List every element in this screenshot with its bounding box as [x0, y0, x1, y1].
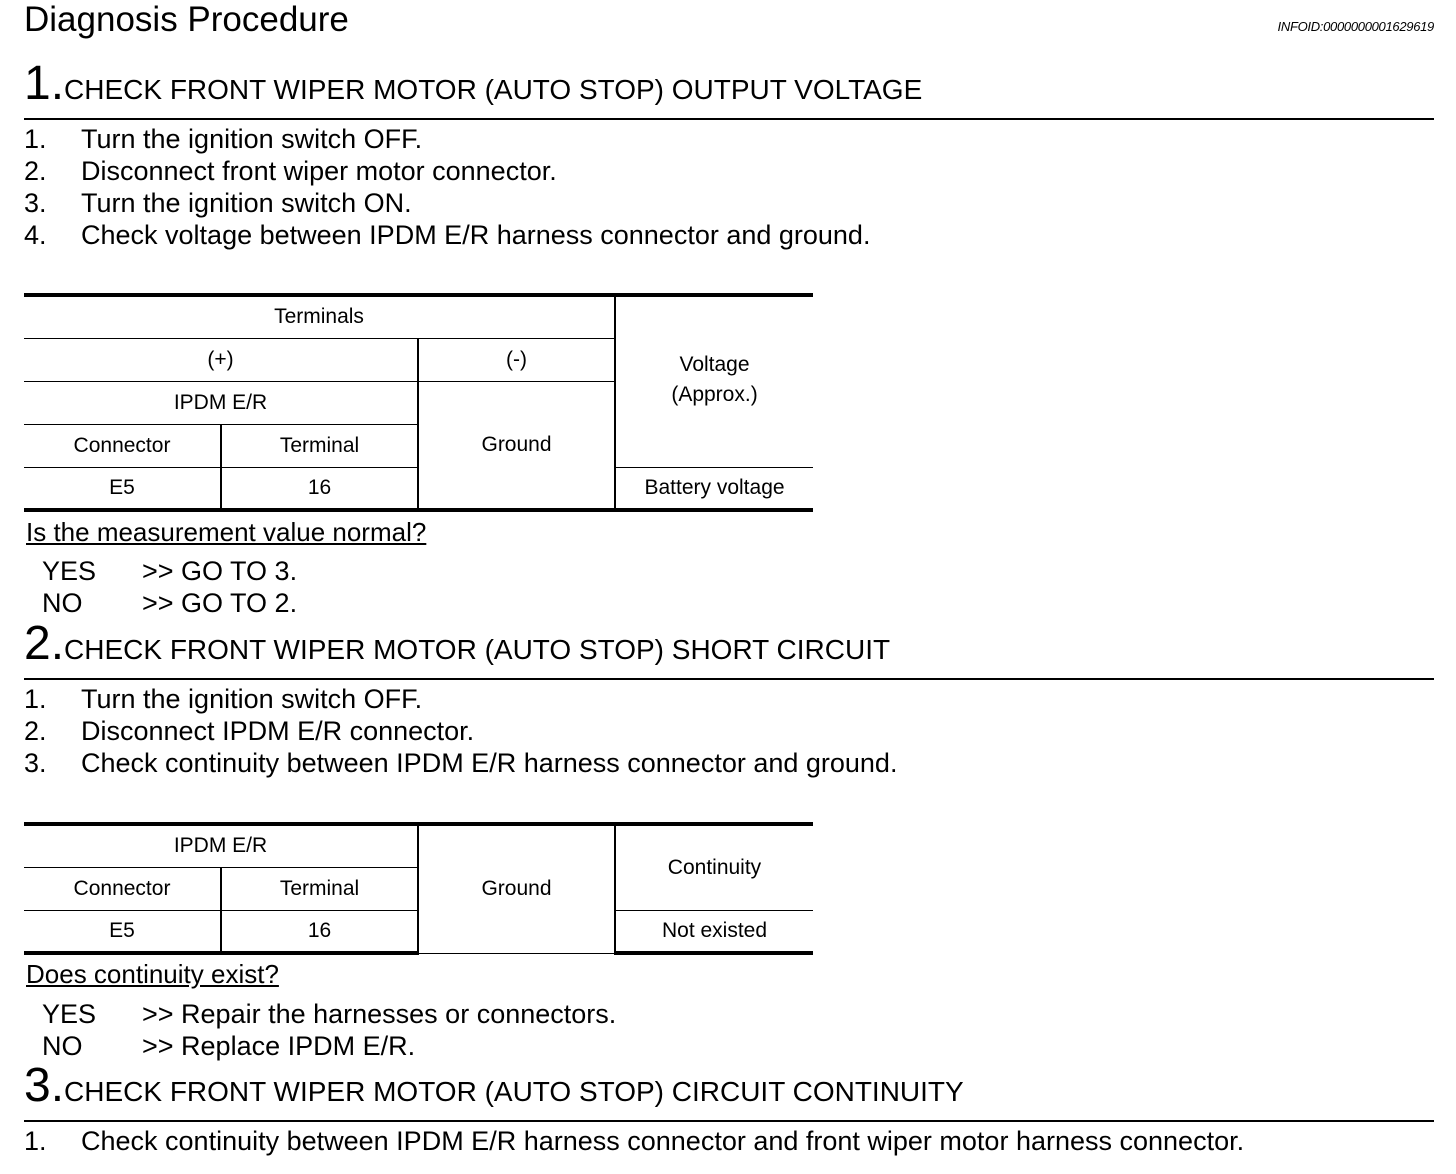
table-header-terminals: Terminals	[24, 295, 615, 338]
item-text: Turn the ignition switch OFF.	[81, 124, 423, 154]
item-text: Check continuity between IPDM E/R harness connector and ground.	[81, 748, 898, 778]
item-number: 1.	[24, 124, 47, 154]
step-3-instructions	[24, 1125, 1244, 1157]
step-title: CHECK FRONT WIPER MOTOR (AUTO STOP) SHORT CIRCUIT	[64, 634, 891, 665]
table-header-continuity: Continuity	[615, 824, 813, 910]
item-text: Disconnect IPDM E/R connector.	[81, 716, 475, 746]
table-cell-ground: Ground	[418, 824, 615, 953]
step-2-heading	[24, 617, 891, 670]
table-cell-value: Not existed	[615, 910, 813, 953]
step-title: CHECK FRONT WIPER MOTOR (AUTO STOP) CIRCUIT CONTINUITY	[64, 1076, 964, 1107]
table-cell-terminal: 16	[221, 910, 418, 953]
voltage-spec-table	[24, 293, 813, 512]
step-2-instructions	[24, 683, 897, 779]
table-header-plus: (+)	[24, 338, 418, 381]
answer-action: >> Replace IPDM E/R.	[142, 1031, 416, 1061]
item-text: Turn the ignition switch OFF.	[81, 684, 423, 714]
list-item	[24, 747, 897, 779]
list-item	[24, 187, 870, 219]
table-header-terminal: Terminal	[221, 867, 418, 910]
step-number: 3.	[24, 1059, 65, 1112]
step-1-question: Is the measurement value normal?	[26, 517, 427, 547]
step-title: CHECK FRONT WIPER MOTOR (AUTO STOP) OUTPUT VOLTAGE	[64, 74, 923, 105]
item-number: 3.	[24, 188, 47, 218]
item-text: Check voltage between IPDM E/R harness connector and ground.	[81, 220, 871, 250]
table-cell-connector: E5	[24, 467, 221, 510]
item-text: Turn the ignition switch ON.	[81, 188, 412, 218]
section-divider	[24, 678, 1434, 680]
list-item	[24, 219, 870, 251]
list-item	[24, 683, 897, 715]
table-header-ipdm: IPDM E/R	[24, 824, 418, 867]
list-item	[24, 123, 870, 155]
item-number: 4.	[24, 220, 47, 250]
item-number: 3.	[24, 748, 47, 778]
answer-key: YES	[42, 556, 97, 586]
item-number: 2.	[24, 156, 47, 186]
answer-action: >> GO TO 3.	[142, 556, 298, 586]
list-item	[24, 155, 870, 187]
step-number: 1.	[24, 57, 65, 110]
item-text: Disconnect front wiper motor connector.	[81, 156, 557, 186]
table-header-voltage: Voltage (Approx.)	[615, 295, 813, 467]
list-item	[24, 715, 897, 747]
continuity-spec-table	[24, 822, 813, 955]
step-3-heading	[24, 1059, 964, 1112]
page-title: Diagnosis Procedure	[24, 0, 349, 39]
table-cell-value: Battery voltage	[615, 467, 813, 510]
answer-key: NO	[42, 1031, 83, 1061]
answer-key: NO	[42, 588, 83, 618]
table-cell-connector: E5	[24, 910, 221, 953]
step-1-heading	[24, 57, 923, 110]
table-header-connector: Connector	[24, 424, 221, 467]
step-2-question: Does continuity exist?	[26, 959, 279, 989]
answer-action: >> GO TO 2.	[142, 588, 298, 618]
section-divider	[24, 118, 1434, 120]
step-1-instructions	[24, 123, 870, 251]
table-cell-terminal: 16	[221, 467, 418, 510]
step-number: 2.	[24, 617, 65, 670]
table-header-connector: Connector	[24, 867, 221, 910]
table-cell-ground: Ground	[418, 381, 615, 510]
list-item	[24, 1125, 1244, 1157]
item-number: 1.	[24, 684, 47, 714]
answer-key: YES	[42, 999, 97, 1029]
table-header-ipdm: IPDM E/R	[24, 381, 418, 424]
item-number: 2.	[24, 716, 47, 746]
table-header-terminal: Terminal	[221, 424, 418, 467]
table-header-minus: (-)	[418, 338, 615, 381]
info-id: INFOID:0000000001629619	[1277, 19, 1434, 34]
answer-action: >> Repair the harnesses or connectors.	[142, 999, 617, 1029]
item-number: 1.	[24, 1126, 47, 1156]
item-text: Check continuity between IPDM E/R harness connector and front wiper motor harness connector.	[81, 1126, 1245, 1156]
section-divider	[24, 1120, 1434, 1122]
